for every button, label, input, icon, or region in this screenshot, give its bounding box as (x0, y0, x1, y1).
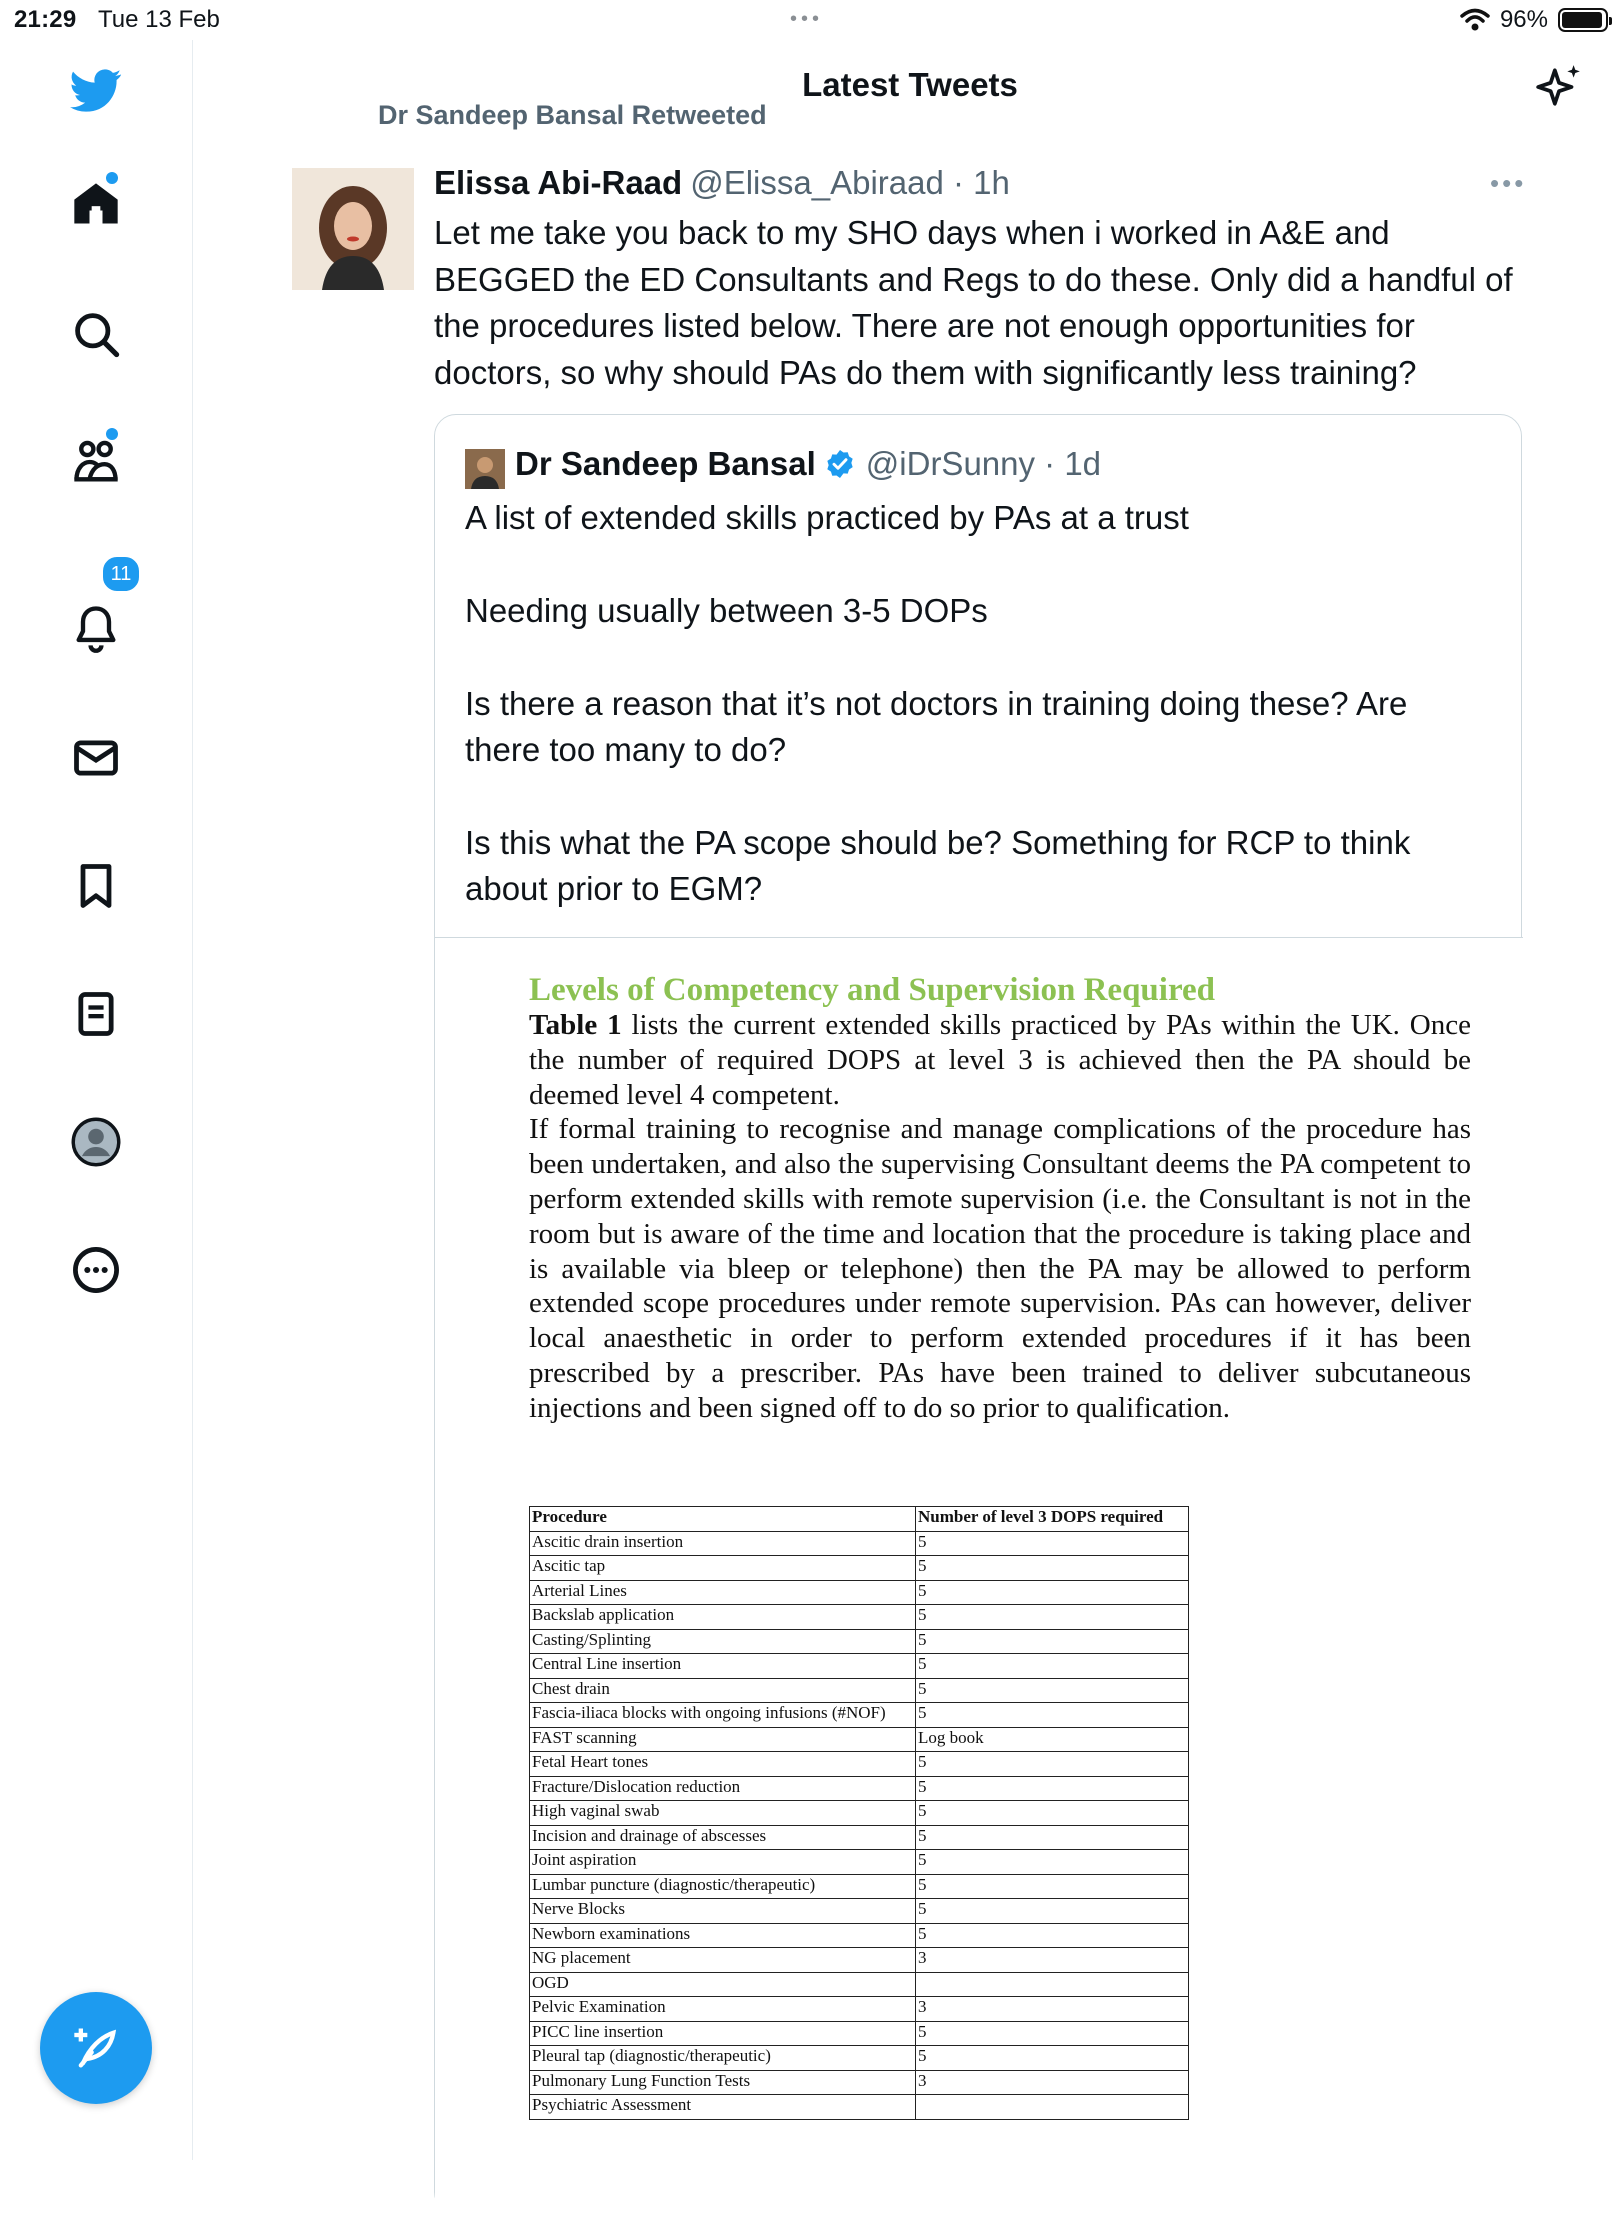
table-cell-dops: 5 (916, 1531, 1189, 1556)
quoted-author-avatar (465, 449, 505, 489)
table-cell-dops: 5 (916, 1874, 1189, 1899)
author-handle[interactable]: @Elissa_Abiraad · 1h (690, 164, 1010, 201)
quoted-tweet-body (465, 495, 1485, 959)
battery-percent: 96% (1499, 6, 1548, 33)
document-paragraph-1-text: lists the current extended skills practiced by PAs within the UK. Once the number of required DOPS at level 3 is achieved then the PA should be deemed level 4 competent. (529, 1009, 1471, 1111)
table-row (530, 1923, 1189, 1948)
bookmarks-icon[interactable] (70, 860, 122, 912)
table-row (530, 1776, 1189, 1801)
lists-icon[interactable] (70, 988, 122, 1040)
quoted-author-handle: @iDrSunny · 1d (865, 445, 1102, 482)
author-avatar[interactable] (292, 168, 414, 290)
table-cell-procedure: Casting/Splinting (530, 1629, 916, 1654)
notifications-bell-icon[interactable] (70, 602, 122, 654)
table-cell-procedure: FAST scanning (530, 1727, 916, 1752)
table-cell-dops: 5 (916, 1899, 1189, 1924)
document-paragraph-2: If formal training to recognise and manage complications of the procedure has been undertaken, and also the supervising Consultant deems the PA competent to perform extended skills with remote supervision (i.e. the Consultant is not in the room but is aware of the time and location that the procedure is taking place and is available via bleep or telephone) then the PA may be allowed to perform extended scope procedures under remote supervision. PAs can however, deliver local anaesthetic in order to perform extended procedures if it has been prescribed by a prescriber. PAs have been trained to deliver subcutaneous injections and been signed off to do so prior to qualification. (529, 1113, 1471, 1424)
table-cell-procedure: High vaginal swab (530, 1801, 916, 1826)
table-cell-procedure: Chest drain (530, 1678, 916, 1703)
table-cell-procedure: OGD (530, 1972, 916, 1997)
quoted-author-name: Dr Sandeep Bansal (515, 445, 816, 482)
verified-badge-icon (824, 448, 856, 480)
table-row (530, 1605, 1189, 1630)
more-options-icon[interactable] (70, 1244, 122, 1296)
status-date: Tue 13 Feb (98, 6, 220, 33)
table-row (530, 1556, 1189, 1581)
table-cell-procedure: Fascia-iliaca blocks with ongoing infusions (#NOF) (530, 1703, 916, 1728)
table-row (530, 1972, 1189, 1997)
table-cell-dops: 5 (916, 1923, 1189, 1948)
table-cell-dops: 5 (916, 2021, 1189, 2046)
quoted-tweet[interactable] (434, 414, 1522, 2214)
table-cell-procedure: Psychiatric Assessment (530, 2095, 916, 2120)
sidebar (0, 40, 193, 2160)
status-time: 21:29 (14, 6, 77, 33)
page-title: Latest Tweets (802, 66, 1018, 103)
table-row (530, 1531, 1189, 1556)
table-cell-procedure: Ascitic tap (530, 1556, 916, 1581)
table-row (530, 1948, 1189, 1973)
table-row (530, 1899, 1189, 1924)
search-icon[interactable] (70, 308, 122, 360)
twitter-logo-icon[interactable] (70, 64, 122, 116)
table-row (530, 1801, 1189, 1826)
table-cell-procedure: Pulmonary Lung Function Tests (530, 2070, 916, 2095)
table-body (530, 1531, 1189, 2119)
quoted-paragraph: Is there a reason that it’s not doctors in training doing these? Are there too many to do? (465, 685, 1408, 768)
table-cell-dops: 5 (916, 1752, 1189, 1777)
table-cell-procedure: Pelvic Examination (530, 1997, 916, 2022)
table-cell-dops: 5 (916, 1580, 1189, 1605)
communities-new-dot (106, 428, 118, 440)
table-cell-dops: 3 (916, 2070, 1189, 2095)
procedure-table (529, 1506, 1189, 2120)
profile-avatar-icon[interactable] (70, 1116, 122, 1168)
table-row (530, 1629, 1189, 1654)
table-cell-dops: 5 (916, 1678, 1189, 1703)
table-row (530, 1825, 1189, 1850)
table-row (530, 1727, 1189, 1752)
table-header-procedure: Procedure (530, 1507, 916, 1532)
table-cell-procedure: Incision and drainage of abscesses (530, 1825, 916, 1850)
table-row (530, 2021, 1189, 2046)
table-cell-dops: 3 (916, 1997, 1189, 2022)
battery-icon (1558, 8, 1608, 32)
table-row (530, 1752, 1189, 1777)
table-cell-procedure: Pleural tap (diagnostic/therapeutic) (530, 2046, 916, 2071)
table-row (530, 1850, 1189, 1875)
table-cell-dops: Log book (916, 1727, 1189, 1752)
table-header-dops: Number of level 3 DOPS required (916, 1507, 1189, 1532)
table-row (530, 1997, 1189, 2022)
table-cell-procedure: Newborn examinations (530, 1923, 916, 1948)
document-table-ref: Table 1 (529, 1009, 622, 1041)
table-cell-dops: 5 (916, 1703, 1189, 1728)
table-cell-procedure: NG placement (530, 1948, 916, 1973)
tweet-more-icon[interactable]: ••• (1490, 168, 1527, 198)
table-cell-dops: 5 (916, 1605, 1189, 1630)
table-cell-procedure: PICC line insertion (530, 2021, 916, 2046)
status-bar (0, 0, 1620, 40)
quoted-paragraph: Needing usually between 3-5 DOPs (465, 592, 988, 629)
table-row (530, 1703, 1189, 1728)
status-right (1460, 6, 1608, 34)
document-paragraph-1 (529, 1008, 1471, 1112)
sparkle-icon[interactable] (1534, 62, 1584, 112)
messages-envelope-icon[interactable] (70, 732, 122, 784)
table-cell-dops: 5 (916, 1556, 1189, 1581)
author-name[interactable]: Elissa Abi-Raad (434, 164, 683, 201)
table-cell-procedure: Nerve Blocks (530, 1899, 916, 1924)
table-cell-dops: 5 (916, 1654, 1189, 1679)
document-paragraph (529, 1008, 1471, 1426)
table-cell-dops: 5 (916, 1629, 1189, 1654)
quoted-tweet-header (515, 445, 1101, 483)
home-icon[interactable] (70, 178, 122, 230)
table-cell-procedure: Fetal Heart tones (530, 1752, 916, 1777)
table-row (530, 2070, 1189, 2095)
table-cell-dops: 5 (916, 1801, 1189, 1826)
wifi-icon (1460, 8, 1490, 32)
document-heading: Levels of Competency and Supervision Required (529, 972, 1216, 1008)
tweet-header (434, 164, 1010, 202)
notifications-badge: 11 (100, 554, 142, 594)
table-cell-dops: 5 (916, 1776, 1189, 1801)
table-cell-dops: 3 (916, 1948, 1189, 1973)
compose-tweet-button[interactable] (40, 1992, 152, 2104)
retweet-label: Dr Sandeep Bansal Retweeted (378, 100, 767, 130)
retweet-indicator (378, 100, 878, 146)
compose-feather-icon (70, 2022, 122, 2074)
table-row (530, 2046, 1189, 2071)
multitasking-dots-icon[interactable]: ••• (790, 8, 824, 30)
table-cell-dops: 5 (916, 1850, 1189, 1875)
table-row (530, 1580, 1189, 1605)
quoted-paragraph: Is this what the PA scope should be? Something for RCP to think about prior to EGM? (465, 824, 1411, 907)
tweet-text: Let me take you back to my SHO days when i worked in A&E and BEGGED the ED Consultants and Regs to do these. Only did a handful of the procedures listed below. There are not enough opportunities for doctors, so why should PAs do them with significantly less training? (434, 214, 1513, 391)
table-cell-dops: 5 (916, 2046, 1189, 2071)
table-cell-procedure: Fracture/Dislocation reduction (530, 1776, 916, 1801)
table-cell-procedure: Joint aspiration (530, 1850, 916, 1875)
table-row (530, 1874, 1189, 1899)
table-cell-procedure: Lumbar puncture (diagnostic/therapeutic) (530, 1874, 916, 1899)
table-row (530, 1654, 1189, 1679)
table-row (530, 1678, 1189, 1703)
table-cell-dops: 5 (916, 1825, 1189, 1850)
home-new-dot (106, 172, 118, 184)
table-header-row (530, 1507, 1189, 1532)
table-cell-dops (916, 1972, 1189, 1997)
communities-icon[interactable] (70, 436, 122, 488)
table-cell-dops (916, 2095, 1189, 2120)
table-cell-procedure: Arterial Lines (530, 1580, 916, 1605)
table-cell-procedure: Ascitic drain insertion (530, 1531, 916, 1556)
quoted-paragraph: A list of extended skills practiced by PAs at a trust (465, 499, 1189, 536)
quoted-tweet-image[interactable] (435, 937, 1523, 2238)
table-row (530, 2095, 1189, 2120)
table-cell-procedure: Backslab application (530, 1605, 916, 1630)
table-cell-procedure: Central Line insertion (530, 1654, 916, 1679)
